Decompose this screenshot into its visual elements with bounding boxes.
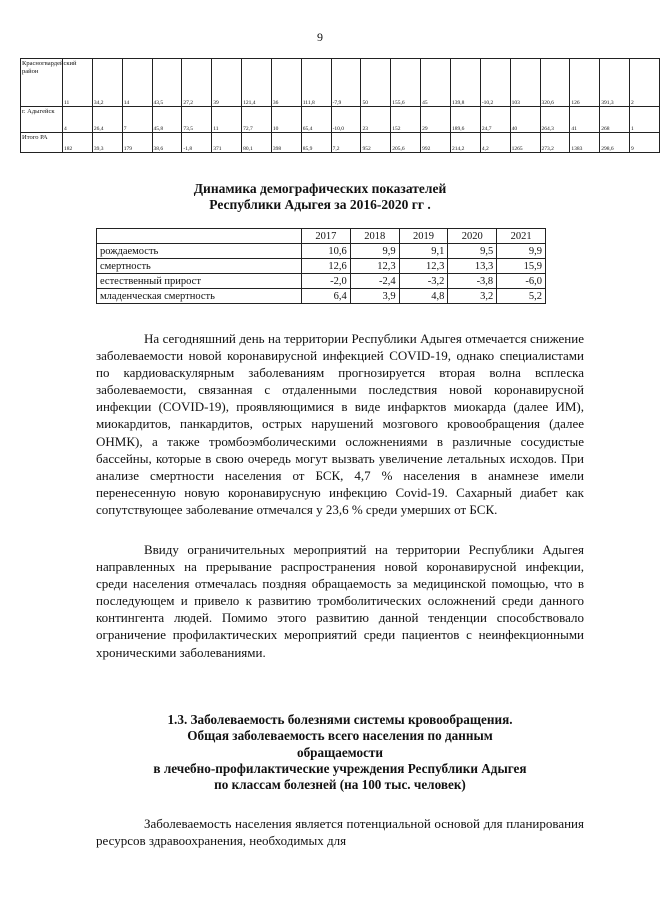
table-row [97, 289, 546, 304]
table-cell: 4 [63, 107, 93, 133]
row-label: рождаемость [97, 244, 302, 259]
table-cell: 5,2 [497, 289, 546, 304]
table-cell: 182 [63, 133, 93, 153]
table-cell: 24,7 [480, 107, 510, 133]
table-cell: 121,4 [242, 59, 272, 107]
table-cell: -1,8 [182, 133, 212, 153]
table-cell: -3,8 [448, 274, 497, 289]
table-cell: 12,3 [350, 259, 399, 274]
table-cell: -2,4 [350, 274, 399, 289]
demographics-title [0, 181, 640, 213]
table-cell: -6,0 [497, 274, 546, 289]
table-cell: 73,5 [182, 107, 212, 133]
table-row [21, 59, 660, 107]
body-paragraph: Ввиду ограничительных мероприятий на территории Республики Адыгея направленных на прерывание распространения новой коронавирусной инфекции, среди населения отмечалась поздняя обращаемость за медицинской помощью, что в последующем и привело к развитию тромболитических осложнений среди данного контингента людей. Помимо этого развитию данной тенденции способствовало ограничение профилактических мероприятий среди пациентов с неинфекционными хроническими заболеваниями. [96, 542, 584, 660]
table-cell: 39 [212, 59, 242, 107]
table-cell: 11 [212, 107, 242, 133]
table-cell: 6,4 [302, 289, 351, 304]
table-cell: 9 [630, 133, 660, 153]
table-cell: 23 [361, 107, 391, 133]
table-cell: 3,2 [448, 289, 497, 304]
table-cell: 179 [122, 133, 152, 153]
demographics-table [96, 228, 546, 304]
table-row [21, 133, 660, 153]
table-cell: 45,8 [152, 107, 182, 133]
table-cell: 9,9 [350, 244, 399, 259]
section-heading-line: в лечебно-профилактические учреждения Республики Адыгея [153, 760, 527, 776]
table-cell: 12,3 [399, 259, 448, 274]
region-name: г. Адыгейск [21, 107, 63, 133]
row-label: смертность [97, 259, 302, 274]
year-header: 2021 [497, 229, 546, 244]
table-cell: 80,1 [242, 133, 272, 153]
table-cell: 29 [421, 107, 451, 133]
table-cell: 15,9 [497, 259, 546, 274]
table-cell: -3,2 [399, 274, 448, 289]
table-cell: 72,7 [242, 107, 272, 133]
table-cell: 111,8 [301, 59, 331, 107]
table-cell: 264,3 [540, 107, 570, 133]
table-cell: 205,6 [391, 133, 421, 153]
section-heading-line: обращаемости [296, 744, 384, 760]
top-table-fragment [20, 58, 640, 153]
table-cell: 11 [63, 59, 93, 107]
table-cell: 9,9 [497, 244, 546, 259]
table-cell: 27,2 [182, 59, 212, 107]
table-cell: 13,3 [448, 259, 497, 274]
section-heading-line: Общая заболеваемость всего населения по данным [187, 728, 493, 744]
table-cell: 7,2 [331, 133, 361, 153]
table-cell: 139,8 [450, 59, 480, 107]
year-header: 2017 [302, 229, 351, 244]
table-cell: 952 [361, 133, 391, 153]
table-cell: -2,0 [302, 274, 351, 289]
section-heading-line: по классам болезней (на 100 тыс. человек) [214, 777, 466, 793]
table-cell: 268 [600, 107, 630, 133]
table-cell: 992 [421, 133, 451, 153]
table-cell: 40 [510, 107, 540, 133]
table-cell: 14 [122, 59, 152, 107]
table-cell: 103 [510, 59, 540, 107]
table-cell: 45 [421, 59, 451, 107]
table-cell: 4,2 [480, 133, 510, 153]
year-header: 2019 [399, 229, 448, 244]
table-cell: -10,0 [331, 107, 361, 133]
table-cell: 36 [271, 59, 301, 107]
table-corner-cell [97, 229, 302, 244]
table-cell: 298,6 [600, 133, 630, 153]
table-cell: 155,6 [391, 59, 421, 107]
table-cell: 10,6 [302, 244, 351, 259]
table-cell: 320,6 [540, 59, 570, 107]
table-cell: 391,3 [600, 59, 630, 107]
table-cell: 2 [630, 59, 660, 107]
page-number: 9 [317, 30, 323, 44]
table-cell: 1265 [510, 133, 540, 153]
table-cell: 43,5 [152, 59, 182, 107]
table-row [97, 259, 546, 274]
demographics-title-line: Динамика демографических показателей [193, 181, 447, 196]
table-cell: 398 [271, 133, 301, 153]
table-cell: 1383 [570, 133, 600, 153]
table-cell: 39,3 [92, 133, 122, 153]
row-label: младенческая смертность [97, 289, 302, 304]
table-cell: 9,1 [399, 244, 448, 259]
row-label: естественный прирост [97, 274, 302, 289]
table-cell: 85,9 [301, 133, 331, 153]
table-cell: 65,4 [301, 107, 331, 133]
table-cell: -10,2 [480, 59, 510, 107]
table-cell: 3,9 [350, 289, 399, 304]
table-cell: 34,2 [92, 59, 122, 107]
table-cell: 38,6 [152, 133, 182, 153]
region-name: Итого РА [21, 133, 63, 153]
table-cell: 152 [391, 107, 421, 133]
table-row [21, 107, 660, 133]
table-cell: 1 [630, 107, 660, 133]
table-cell: 214,2 [450, 133, 480, 153]
table-row [97, 274, 546, 289]
table-cell: 50 [361, 59, 391, 107]
table-cell: 9,5 [448, 244, 497, 259]
table-cell: 41 [570, 107, 600, 133]
table-cell: 10 [271, 107, 301, 133]
table-cell: 273,2 [540, 133, 570, 153]
table-cell: 189,6 [450, 107, 480, 133]
body-paragraph: На сегодняшний день на территории Республики Адыгея отмечается снижение заболеваемости новой коронавирусной инфекцией COVID-19, однако специалистами по кардиоваскулярным заболеваниям прогнозируется вторая волна всплеска заболеваемости, связанная с отдаленными последствия новой коронавирусной инфекции (COVID-19), проявляющимися в виде инфарктов миокарда (далее ИМ), миокардитов, панкардитов, острых нарушений мозгового кровообращения (далее ОНМК), а также тромбоэмболическими осложнениями в различные сосудистые бассейны, которые в свою очередь могут вызвать увеличение летальных исходов. При анализе смертности населения от БСК, 4,7 % населения в анамнезе имели перенесенную новую коронавирусную инфекцию Covid-19. Сахарный диабет как сопутствующее заболевание отмечался у 23,6 % среди умерших от БСК. [96, 331, 584, 517]
demographics-title-line: Республики Адыгея за 2016-2020 гг . [209, 197, 431, 212]
table-cell: 126 [570, 59, 600, 107]
regional-table [20, 58, 660, 153]
table-cell: 7 [122, 107, 152, 133]
table-cell: 371 [212, 133, 242, 153]
table-row [97, 244, 546, 259]
table-cell: -7,9 [331, 59, 361, 107]
region-name: Красногвардейский район [21, 59, 63, 107]
year-header: 2018 [350, 229, 399, 244]
table-header-row [97, 229, 546, 244]
body-paragraph: Заболеваемость населения является потенциальной основой для планирования ресурсов здравоохранения, необходимых для [96, 816, 584, 849]
table-cell: 4,8 [399, 289, 448, 304]
table-cell: 26,4 [92, 107, 122, 133]
section-heading-line: 1.3. Заболеваемость болезнями системы кровообращения. [167, 712, 513, 727]
table-cell: 12,6 [302, 259, 351, 274]
section-heading [96, 712, 584, 793]
year-header: 2020 [448, 229, 497, 244]
